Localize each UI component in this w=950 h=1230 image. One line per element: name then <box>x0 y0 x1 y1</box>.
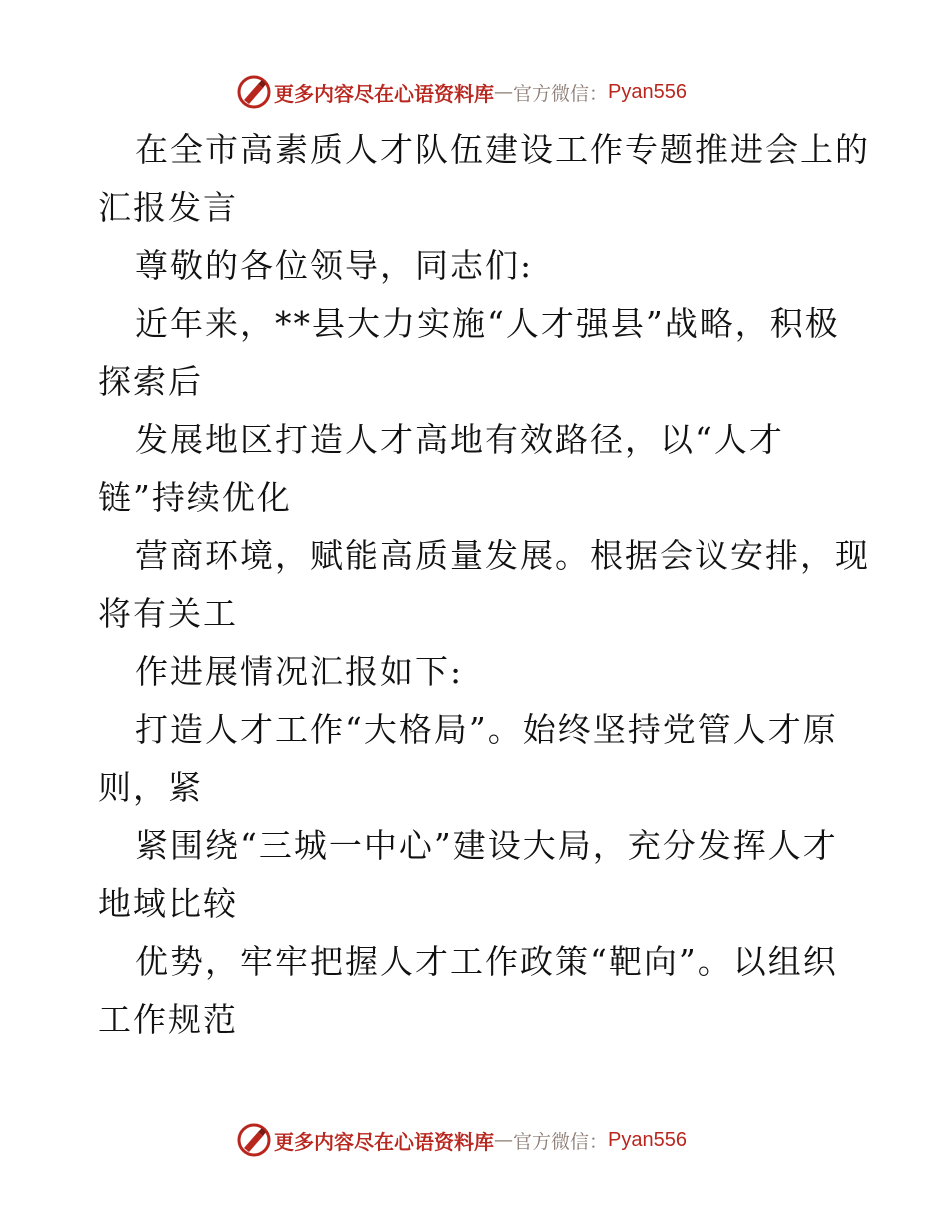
paragraph-line: 紧围绕“三城一中心”建设大局，充分发挥人才 <box>135 826 838 865</box>
paragraph-line: 发展地区打造人才高地有效路径，以“人才 <box>135 420 784 459</box>
paragraph-line: 打造人才工作“大格局”。始终坚持党管人才原 <box>135 710 838 749</box>
document-body <box>98 121 870 1049</box>
paragraph-line: 近年来，**县大力实施“人才强县”战略，积极 <box>135 304 840 343</box>
paragraph <box>98 817 858 933</box>
banner-title: 更多内容尽在心语资料库 <box>274 81 494 106</box>
pen-logo-icon <box>236 74 272 110</box>
banner-official-label: 官方微信： <box>513 1130 609 1153</box>
paragraph-line: 则，紧 <box>98 768 203 807</box>
banner-official-label: 官方微信： <box>513 82 609 105</box>
banner-separator: — <box>494 1129 513 1151</box>
header-banner <box>0 70 950 114</box>
paragraph <box>98 237 858 295</box>
paragraph <box>98 527 870 643</box>
paragraph-line: 优势，牢牢把握人才工作政策“靶向”。以组织 <box>135 942 838 981</box>
paragraph-line: 作进展情况汇报如下: <box>135 652 464 691</box>
paragraph-line: 营商环境，赋能高质量发展。根据会议安排，现 <box>135 536 870 575</box>
paragraph <box>98 933 858 1049</box>
paragraph-line: 尊敬的各位领导，同志们: <box>135 246 534 285</box>
banner-title: 更多内容尽在心语资料库 <box>274 1129 494 1154</box>
paragraph <box>98 121 870 237</box>
paragraph-line: 汇报发言 <box>98 188 238 227</box>
paragraph-line: 工作规范 <box>98 1000 238 1039</box>
paragraph <box>98 411 858 527</box>
banner-separator: — <box>494 81 513 103</box>
footer-banner <box>0 1118 950 1162</box>
paragraph <box>98 701 858 817</box>
paragraph-line: 在全市高素质人才队伍建设工作专题推进会上的 <box>135 130 870 169</box>
pen-logo-icon <box>236 1122 272 1158</box>
paragraph <box>98 643 858 701</box>
paragraph-line: 将有关工 <box>98 594 238 633</box>
paragraph-line: 链”持续优化 <box>98 478 292 517</box>
paragraph <box>98 295 858 411</box>
banner-wechat-id: Pyan556 <box>608 1128 687 1151</box>
paragraph-line: 探索后 <box>98 362 203 401</box>
paragraph-line: 地域比较 <box>98 884 238 923</box>
banner-wechat-id: Pyan556 <box>608 80 687 103</box>
